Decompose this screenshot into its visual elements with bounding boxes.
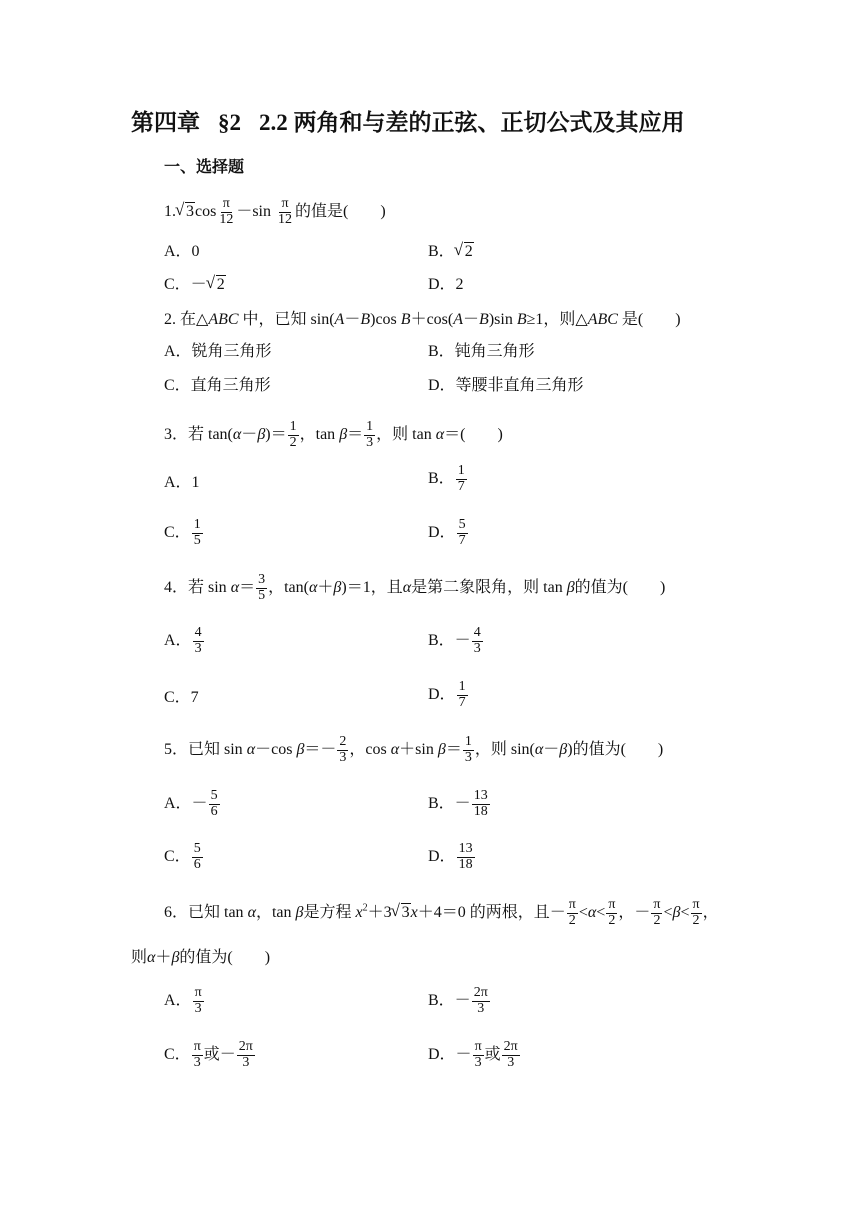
question-3: 3．若 tan(α－β)＝ $\frac{1}{2}$ ，tan β＝ $\frac{1}{3}$ ，则 tan α＝( ): [164, 419, 503, 450]
q4-option-b: B．－ $\frac{4}{3}$: [428, 625, 481, 656]
q4-option-c: C．7: [164, 689, 199, 706]
q2-option-c: C．直角三角形: [164, 377, 271, 394]
q6-option-b: B．－ $\frac{2\pi}{3}$: [428, 985, 488, 1016]
q1-option-a: A．0: [164, 243, 200, 260]
question-2: 2. 在△ABC 中，已知 sin(A－B)cos B＋cos(A－B)sin B≥1，则△ABC 是( ): [164, 311, 681, 328]
q1-option-b: B．√ 2: [428, 244, 474, 260]
sqrt: √ 3: [176, 204, 195, 220]
q2-option-d: D．等腰非直角三角形: [428, 377, 584, 394]
chapter-label: 第四章: [131, 110, 200, 135]
question-6-line-1: 6．已知 tan α，tan β是方程 $x^2+3√$ 3x＋4＝0 的两根，且－ $\frac{\pi}{2}$ <α< $\frac{\pi}{2}$ ，－ $\frac{\pi}{2}$ <β< $\frac{\pi}{2}$ ，: [164, 898, 719, 928]
fraction: $\frac{\pi}{12}$: [219, 196, 234, 227]
fraction: $\frac{\pi}{12}$: [278, 196, 293, 227]
q3-option-d: D． $\frac{5}{7}$: [428, 517, 466, 548]
page-title: [131, 104, 685, 137]
q3-option-b: B． $\frac{1}{7}$: [428, 463, 465, 494]
q2-option-b: B．钝角三角形: [428, 343, 535, 360]
question-5: 5．已知 sin α－cos β＝－ $\frac{2}{3}$ ，cos α＋sin β＝ $\frac{1}{3}$ ，则 sin(α－β)的值为( ): [164, 734, 664, 765]
q1-option-d: D．2: [428, 276, 464, 293]
q4-option-d: D． $\frac{1}{7}$: [428, 679, 466, 710]
q6-option-d: D．－ $\frac{\pi}{3}$ 或 $\frac{2\pi}{3}$: [428, 1039, 518, 1070]
section-heading: 一、选择题: [164, 159, 245, 176]
question-1: 1.√ 3cos $\frac{\pi}{12}$ －sin $\frac{\pi}{12}$ 的值是( ): [164, 197, 386, 227]
q5-option-c: C． $\frac{5}{6}$: [164, 841, 201, 872]
q4-option-a: A． $\frac{4}{3}$: [164, 625, 202, 656]
q1-option-c: C．－√ 2: [164, 277, 226, 293]
topic-label: 2.2 两角和与差的正弦、正切公式及其应用: [259, 110, 685, 135]
q3-option-c: C． $\frac{1}{5}$: [164, 517, 201, 548]
question-6-line-2: 则α＋β的值为( ): [131, 949, 271, 966]
q6-option-a: A． $\frac{\pi}{3}$: [164, 985, 202, 1016]
q5-option-a: A．－ $\frac{5}{6}$: [164, 788, 218, 819]
question-4: 4．若 sin α＝ $\frac{3}{5}$ ，tan(α＋β)＝1，且α是第二象限角，则 tan β的值为( ): [164, 572, 666, 603]
q3-option-a: A．1: [164, 474, 200, 491]
q5-option-b: B．－ $\frac{13}{18}$: [428, 788, 488, 819]
section-label: §2: [218, 110, 241, 135]
q2-option-a: A．锐角三角形: [164, 343, 272, 360]
q6-option-c: C． $\frac{\pi}{3}$ 或－ $\frac{2\pi}{3}$: [164, 1039, 253, 1070]
q5-option-d: D． $\frac{13}{18}$: [428, 841, 473, 872]
